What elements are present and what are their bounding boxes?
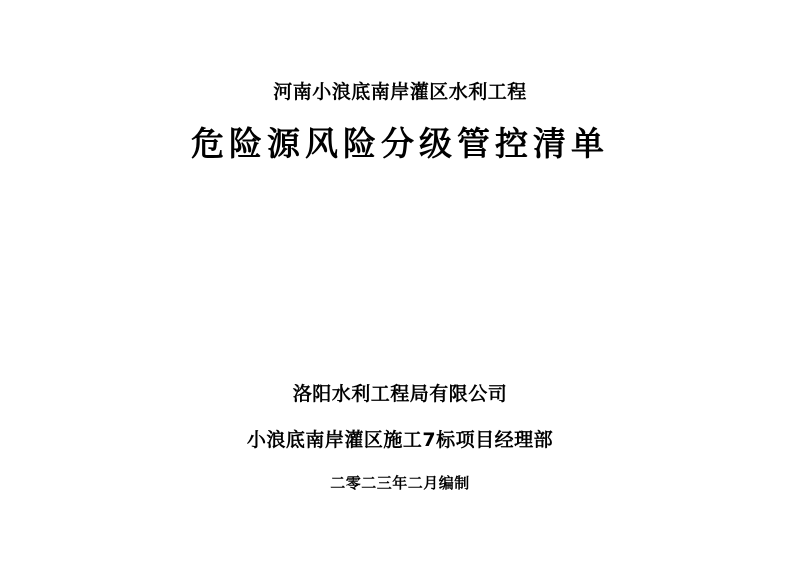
document-title: 危险源风险分级管控清单 — [191, 124, 609, 163]
organization-name: 洛阳水利工程局有限公司 — [292, 383, 508, 405]
document-subject: 河南小浪底南岸灌区水利工程 — [273, 81, 527, 103]
document-footer — [0, 382, 800, 494]
document-date: 二零二三年二月编制 — [330, 474, 470, 493]
department-name: 小浪底南岸灌区施工7标项目经理部 — [246, 428, 554, 451]
